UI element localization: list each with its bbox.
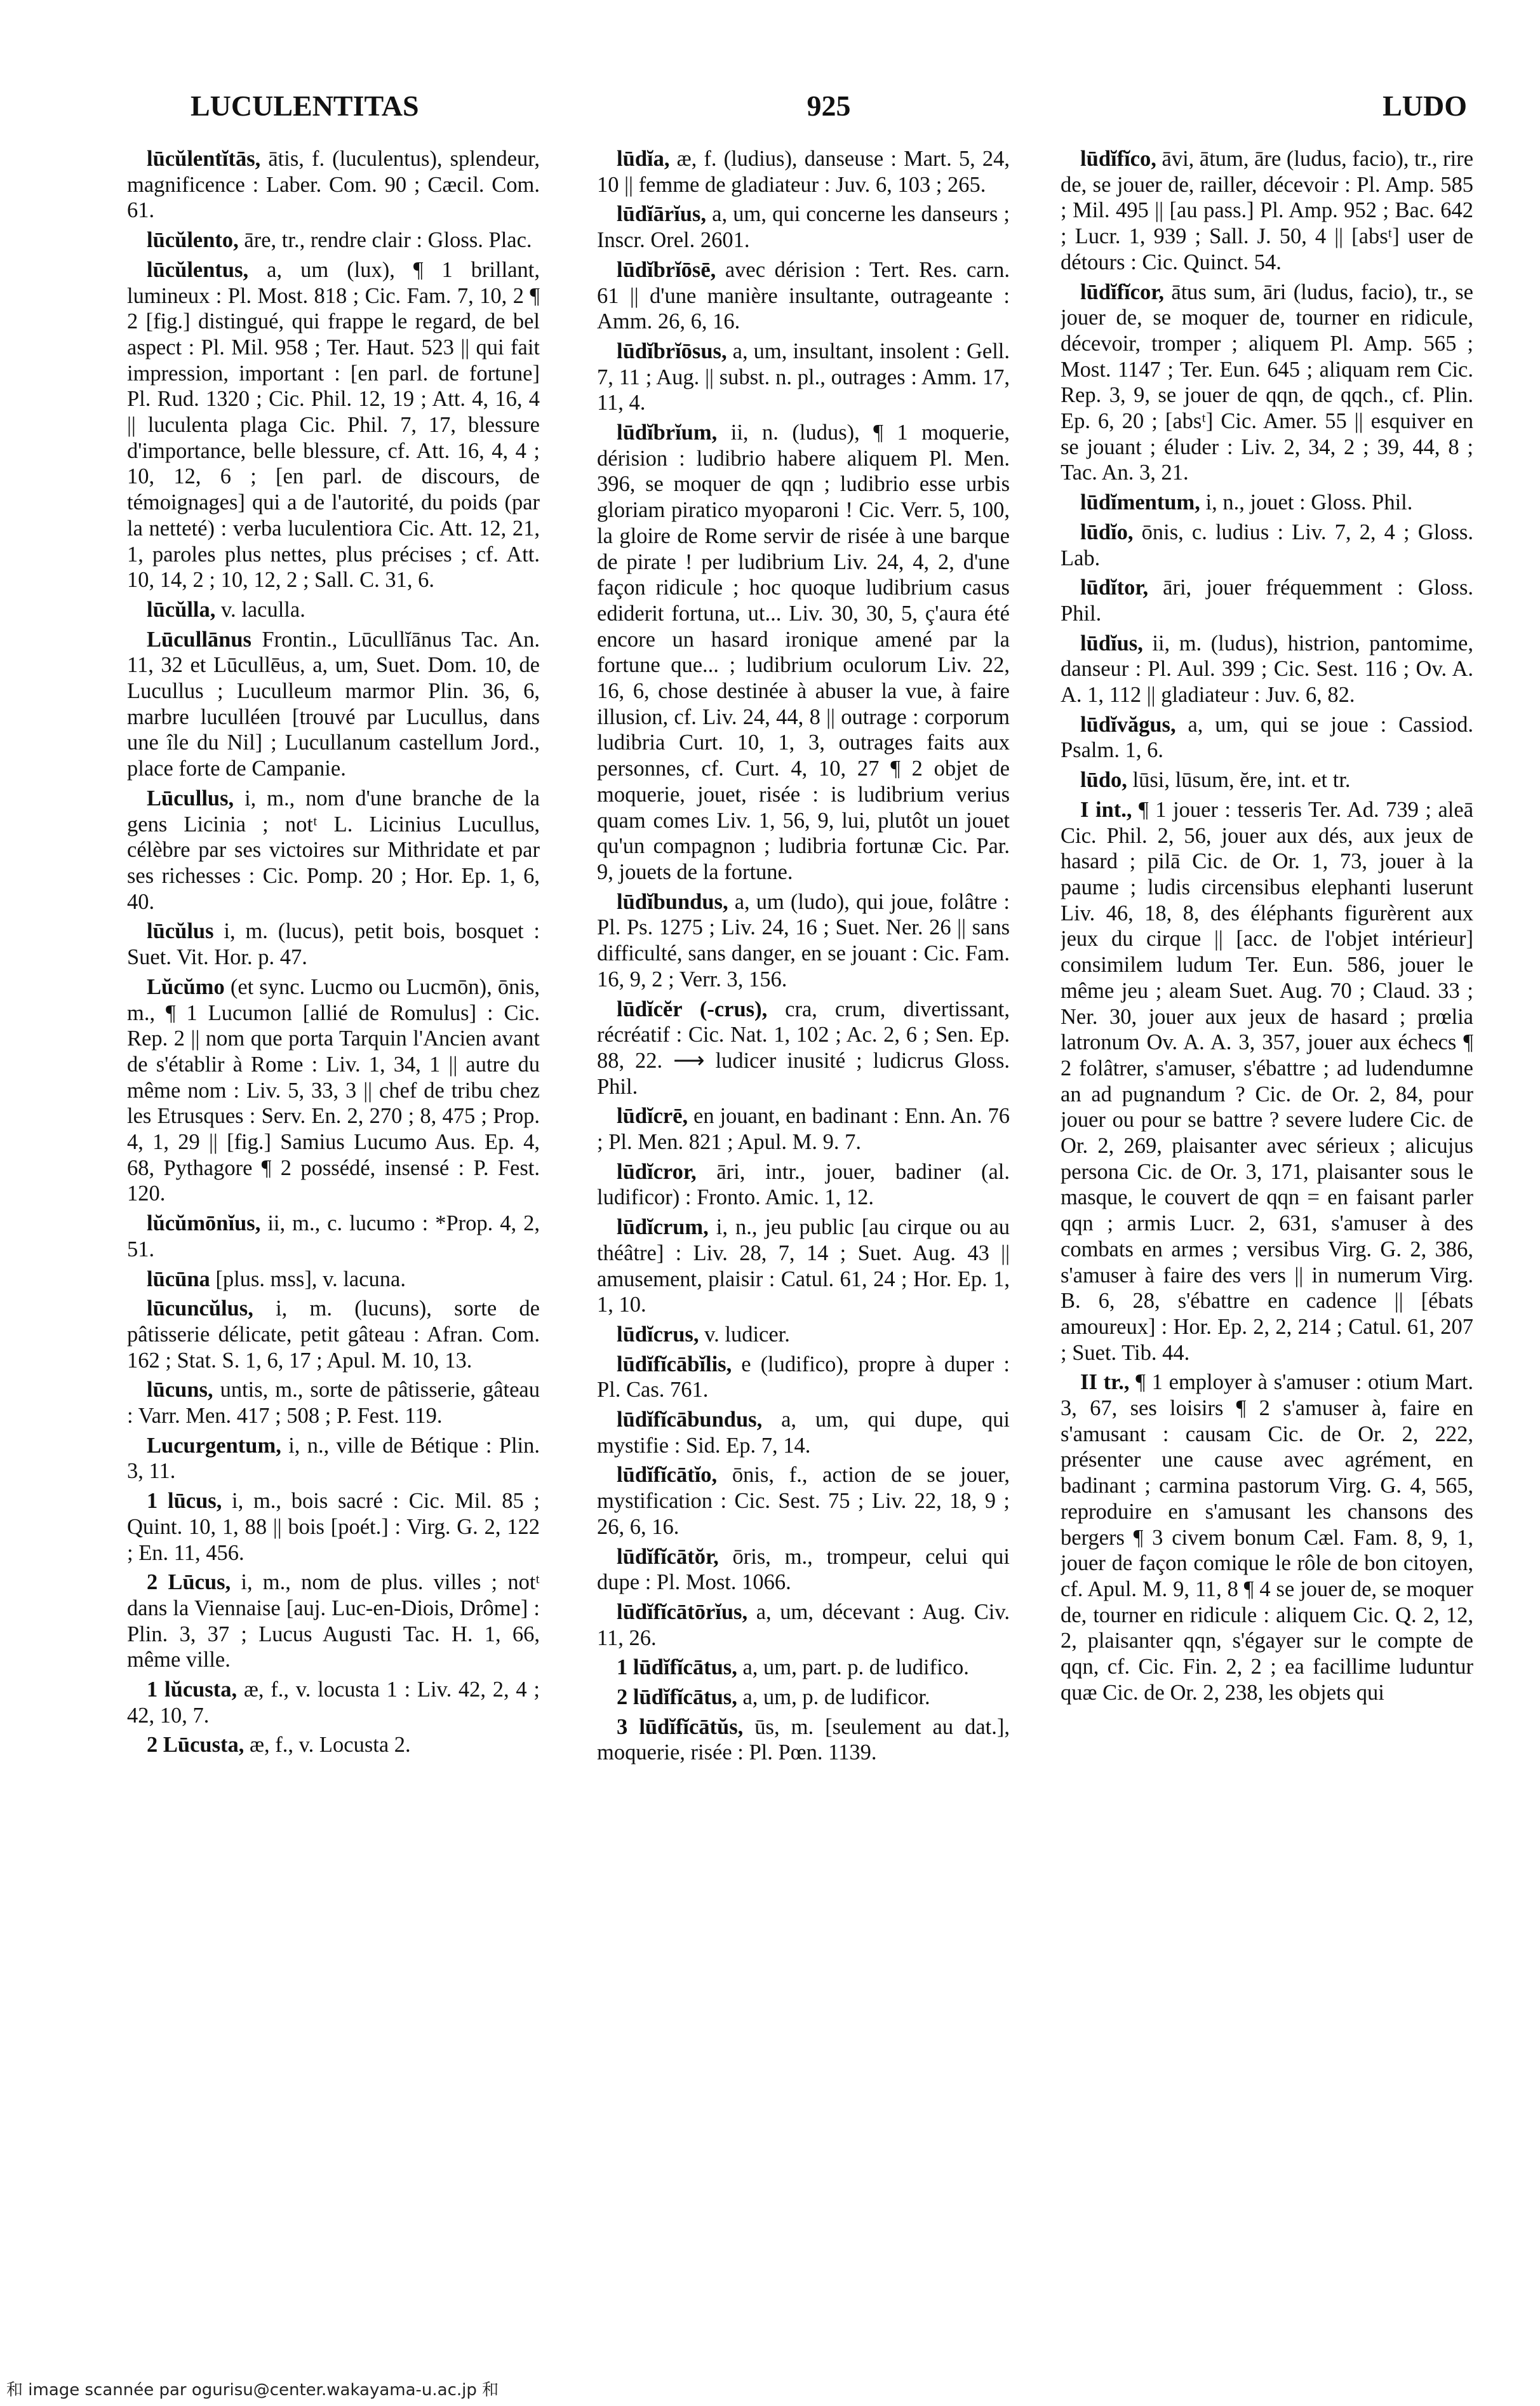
dictionary-entry (597, 201, 1010, 253)
dictionary-entry (597, 1352, 1010, 1403)
dictionary-entry (597, 1599, 1010, 1651)
dictionary-entry (127, 1267, 540, 1293)
entry-headword: lūdĭfĭcābundus, (617, 1408, 763, 1432)
entry-headword: 1 lŭcusta, (147, 1677, 238, 1702)
dictionary-entry (597, 257, 1010, 335)
dictionary-entry (597, 1544, 1010, 1596)
entry-headword: lūdĭbundus, (617, 889, 728, 914)
entry-definition: a, um, qui dupe, qui mystifie : Sid. Ep. 7, 14. (597, 1408, 1010, 1458)
dictionary-entry (127, 597, 540, 623)
dictionary-entry (597, 339, 1010, 416)
entry-definition: untis, m., sorte de pâtisserie, gâteau : Varr. Men. 417 ; 508 ; P. Fest. 119. (127, 1378, 540, 1428)
entry-definition: i, m., nom d'une branche de la gens Licinia ; notᵗ L. Licinius Lucullus, célèbre par ses victoires sur Mithridate et par ses richesses : Cic. Pomp. 20 ; Hor. Ep. 1, 6, 40. (127, 786, 540, 914)
entry-definition: a, um (ludo), qui joue, folâtre : Pl. Ps. 1275 ; Liv. 24, 16 ; Suet. Ner. 26 || sans difficulté, sans danger, en se jouant : Cic. Fam. 16, 9, 2 ; Verr. 3, 156. (597, 889, 1010, 991)
dictionary-entry (597, 1714, 1010, 1766)
dictionary-entry (127, 1296, 540, 1373)
dictionary-entry (127, 1732, 540, 1758)
entry-headword: I int., (1080, 797, 1132, 822)
dictionary-entry (127, 227, 540, 253)
entry-definition: lūsi, lūsum, ĕre, int. et tr. (1132, 768, 1351, 793)
running-head (191, 89, 1467, 133)
entry-headword: Lŭcŭmo (147, 974, 225, 999)
dictionary-entry (127, 1677, 540, 1728)
entry-headword: lūcuns, (147, 1378, 213, 1402)
dictionary-entry (127, 146, 540, 224)
entry-definition: a, um, qui concerne les danseurs ; Inscr. Orel. 2601. (597, 202, 1010, 253)
entry-definition: a, um (lux), ¶ 1 brillant, lumineux : Pl. Most. 818 ; Cic. Fam. 7, 10, 2 ¶ 2 [fig.] distingué, qui frappe le regard, de bel aspect : Pl. Mil. 958 ; Ter. Haut. 523 || qui fait impression, important : [en parl. de fortune] Pl. Rud. 1320 ; Cic. Phil. 12, 19 ; Att. 4, 16, 4 || luculenta plaga Cic. Phil. 7, 17, blessure d'importance, belle blessure, cf. Att. 16, 4, 4 ; 10, 12, 6 ; [en parl. de discours, de témoignages] qui a de l'autorité, du poids (par la netteté) : verba luculentiora Cic. Att. 12, 21, 1, paroles plus nettes, plus précises ; cf. Att. 10, 14, 2 ; 10, 12, 2 ; Sall. C. 31, 6. (127, 257, 540, 593)
entry-definition: ii, m. (ludus), histrion, pantomime, danseur : Pl. Aul. 399 ; Cic. Sest. 116 ; Ov. A. A. 1, 112 || gladiateur : Juv. 6, 82. (1061, 631, 1473, 708)
entry-definition: a, um, part. p. de ludifico. (742, 1655, 969, 1680)
entry-definition: i, n., jeu public [au cirque ou au théâtre] : Liv. 28, 7, 14 ; Suet. Aug. 43 || amusement, plaisir : Catul. 61, 24 ; Hor. Ep. 1, 1, 10. (597, 1215, 1010, 1317)
entry-definition: en jouant, en badinant : Enn. An. 76 ; Pl. Men. 821 ; Apul. M. 9. 7. (597, 1104, 1010, 1155)
entry-headword: Lucurgentum, (147, 1433, 281, 1458)
entry-headword: lūdĭfĭco, (1080, 147, 1156, 171)
dictionary-entry (127, 974, 540, 1207)
dictionary-entry (597, 1684, 1010, 1710)
entry-headword: lūdĭfĭcātĭo, (617, 1463, 718, 1488)
entry-definition: ¶ 1 jouer : tesseris Ter. Ad. 739 ; aleā Cic. Phil. 2, 56, jouer aux dés, aux jeux de hasard ; pilā Cic. de Or. 1, 73, jouer à la paume ; ludis circensibus elephanti luserunt Liv. 46, 18, 8, des éléphants figurèrent aux jeux du cirque || [acc. de l'objet intérieur] consimilem ludum Ter. Eun. 586, jouer le même jeu ; aleam Suet. Aug. 70 ; Claud. 33 ; Ner. 30, jouer aux jeux de hasard ; prœlia latronum Ov. A. A. 3, 357, jouer aux échecs ¶ 2 folâtrer, s'amuser, s'ébattre ; ad ludendumne an ad pugnandum ? Cic. de Or. 2, 84, pour jouer ou pour se battre ? severe ludere Cic. de Or. 2, 269, plaisanter avec sérieux ; alicujus persona Cic. de Or. 3, 171, plaisanter sous le masque, le couvert de qqn = en faisant parler qqn ; armis Lucr. 2, 631, s'amuser à des combats en armes ; versibus Virg. G. 2, 386, s'amuser à faire des vers || in numerum Virg. B. 6, 28, s'ébattre en cadence || [ébats amoureux] : Hor. Ep. 2, 2, 214 ; Catul. 61, 207 ; Suet. Tib. 44. (1061, 797, 1473, 1365)
entry-definition: ii, n. (ludus), ¶ 1 moquerie, dérision : ludibrio habere aliquem Pl. Men. 396, se moquer de qqn ; ludibrio esse urbis gloriam piratico myoparoni ! Cic. Verr. 5, 100, la gloire de Rome servir de risée à une barque de pirate ! per ludibrium Liv. 24, 4, 2, d'une façon ridicule ; hoc quoque ludibrium casus ediderit fortuna, ut... Liv. 30, 30, 5, ç'aura été encore un hasard ironique amené par la fortune que... ; ludibrium oculorum Liv. 22, 16, 6, chose destinée à abuser la vue, à faire illusion, cf. Liv. 24, 44, 8 || outrage : corporum ludibria Curt. 10, 1, 3, outrages faits aux personnes, cf. Curt. 4, 10, 27 ¶ 2 objet de moquerie, jouet, risée : is ludibrium verius quam comes Liv. 1, 56, 9, lui, plutôt un jouet qu'un compagnon ; ludibria fortunæ Cic. Par. 9, jouets de la fortune. (597, 420, 1010, 884)
entry-definition: āri, jouer fréquemment : Gloss. Phil. (1061, 575, 1473, 626)
dictionary-entry (597, 889, 1010, 993)
entry-headword: lūdĭbrĭōsus, (617, 339, 727, 363)
dictionary-entry (127, 786, 540, 915)
entry-headword: lūdĭbrĭōsē, (617, 257, 716, 282)
entry-headword: lūdĭcrus, (617, 1322, 699, 1347)
entry-headword: lūdo, (1080, 768, 1127, 793)
dictionary-entry (1061, 279, 1473, 487)
entry-definition: i, m. (lucuns), sorte de pâtisserie délicate, petit gâteau : Afran. Com. 162 ; Stat. S. 1, 6, 17 ; Apul. M. 10, 13. (127, 1296, 540, 1373)
entry-definition: i, n., ville de Bétique : Plin. 3, 11. (127, 1433, 540, 1484)
dictionary-entry (1061, 712, 1473, 763)
entry-definition: v. laculla. (221, 597, 305, 622)
dictionary-entry (597, 1214, 1010, 1318)
entry-definition: ii, m., c. lucumo : *Prop. 4, 2, 51. (127, 1211, 540, 1261)
dictionary-entry (1061, 490, 1473, 516)
entry-headword: lūdĭvăgus, (1080, 712, 1176, 737)
entry-headword: lūdĭfĭcābĭlis, (617, 1352, 732, 1376)
entry-definition: a, um, qui se joue : Cassiod. Psalm. 1, 6. (1061, 712, 1473, 763)
entry-definition: v. ludicer. (704, 1322, 790, 1347)
dictionary-entry (597, 1322, 1010, 1348)
entry-definition: ¶ 1 employer à s'amuser : otium Mart. 3, 67, ses loisirs ¶ 2 s'amuser à, faire en s'amusant : causam Cic. de Or. 2, 222, présenter une cause avec agrément, en badinant ; carmina pastorum Virg. G. 4, 565, reproduire en s'amusant les chansons des bergers ¶ 3 civem bonum Cæl. Fam. 8, 9, 1, jouer de façon comique le rôle de bon citoyen, cf. Apul. M. 9, 11, 8 ¶ 4 se jouer de, se moquer de, tourner en ridicule : aliquem Cic. Q. 2, 12, 2, plaisanter qqn, s'égayer sur le compte de qqn, cf. Cic. Fin. 2, 2 ; ea facillime luduntur quæ Cic. de Or. 2, 238, les objets qui (1061, 1370, 1473, 1705)
entry-definition: āvi, ātum, āre (ludus, facio), tr., rire de, se jouer de, railler, décevoir : Pl. Amp. 585 ; Mil. 495 || [au pass.] Pl. Amp. 952 ; Bac. 642 ; Lucr. 1, 939 ; Sall. J. 50, 4 || [absᵗ] user de détours : Cic. Quinct. 54. (1061, 147, 1473, 274)
entry-definition: æ, f. (ludius), danseuse : Mart. 5, 24, 10 || femme de gladiateur : Juv. 6, 103 ; 265. (597, 147, 1010, 197)
entry-definition: ūs, m. [seulement au dat.], moquerie, risée : Pl. Pœn. 1139. (597, 1714, 1010, 1765)
dictionary-entry (597, 997, 1010, 1100)
entry-headword: lūdĭcrē, (617, 1104, 688, 1129)
entry-definition: a, um, insultant, insolent : Gell. 7, 11 ; Aug. || subst. n. pl., outrages : Amm. 17, 11, 4. (597, 339, 1010, 415)
entry-headword: lūdĭfĭcātŏr, (617, 1544, 719, 1569)
entry-headword: lūcŭlla, (147, 597, 216, 622)
column-2 (597, 146, 1010, 2344)
header-left-guide-word: LUCULENTITAS (191, 90, 419, 122)
entry-headword: lŭcŭmōnĭus, (147, 1211, 261, 1236)
entry-headword: 3 lūdĭfĭcātŭs, (617, 1714, 744, 1739)
entry-definition: a, um, décevant : Aug. Civ. 11, 26. (597, 1599, 1010, 1650)
entry-headword: 2 Lūcus, (147, 1570, 231, 1595)
entry-headword: 2 lūdĭfĭcātus, (617, 1685, 737, 1710)
entry-definition: i, n., jouet : Gloss. Phil. (1205, 490, 1413, 515)
entry-definition: e (ludifico), propre à duper : Pl. Cas. 761. (597, 1352, 1010, 1402)
entry-headword: Lūcullānus (147, 627, 251, 652)
dictionary-entry (597, 420, 1010, 885)
dictionary-entry (597, 1462, 1010, 1540)
entry-headword: 1 lūdĭfĭcātus, (617, 1655, 737, 1680)
dictionary-entry (127, 918, 540, 970)
entry-headword: Lūcullus, (147, 786, 234, 810)
entry-headword: lūdĭfĭcātōrĭus, (617, 1599, 748, 1624)
entry-headword: lūdĭmentum, (1080, 490, 1200, 515)
entry-definition: [plus. mss], v. lacuna. (215, 1267, 406, 1291)
dictionary-entry (1061, 146, 1473, 276)
header-right-guide-word: LUDO (1383, 90, 1467, 122)
entry-definition: ōnis, c. ludius : Liv. 7, 2, 4 ; Gloss. Lab. (1061, 520, 1473, 570)
dictionary-entry (127, 1377, 540, 1428)
dictionary-entry (1061, 767, 1473, 793)
entry-headword: lūdĭa, (617, 147, 670, 171)
dictionary-entry (127, 257, 540, 593)
entry-headword: lūcŭlento, (147, 228, 239, 253)
entry-definition: i, m. (lucus), petit bois, bosquet : Suet. Vit. Hor. p. 47. (127, 919, 540, 970)
entry-headword: lūdĭtor, (1080, 575, 1149, 600)
entry-definition: cra, crum, divertissant, récréatif : Cic. Nat. 1, 102 ; Ac. 2, 6 ; Sen. Ep. 88, 22. ⟶ ludicer inusité ; ludicrus Gloss. Phil. (597, 997, 1010, 1099)
entry-headword: 1 lūcus, (147, 1489, 222, 1514)
entry-definition: æ, f., v. Locusta 2. (250, 1733, 411, 1757)
entry-definition: āri, intr., jouer, badiner (al. ludificor) : Fronto. Amic. 1, 12. (597, 1159, 1010, 1210)
entry-definition: a, um, p. de ludificor. (742, 1685, 930, 1710)
entry-headword: lūdĭārĭus, (617, 202, 706, 227)
entry-definition: ātis, f. (luculentus), splendeur, magnificence : Laber. Com. 90 ; Cæcil. Com. 61. (127, 147, 540, 223)
entry-definition: avec dérision : Tert. Res. carn. 61 || d'une manière insultante, outrageante : Amm. 26, 6, 16. (597, 257, 1010, 334)
dictionary-entry (597, 146, 1010, 198)
dictionary-entry (1061, 575, 1473, 626)
entry-headword: lūdĭcĕr (-crus), (617, 997, 768, 1021)
entry-headword: lūdĭcror, (617, 1159, 697, 1184)
entry-headword: lūcŭlentĭtās, (147, 147, 261, 171)
column-3 (1061, 146, 1473, 2344)
dictionary-entry (597, 1655, 1010, 1681)
entry-headword: 2 Lūcusta, (147, 1733, 244, 1757)
dictionary-entry (127, 627, 540, 782)
dictionary-entry (597, 1103, 1010, 1155)
dictionary-entry (127, 1488, 540, 1566)
entry-definition: Frontin., Lūcullĭānus Tac. An. 11, 32 et Lūcullēus, a, um, Suet. Dom. 10, de Lucullus ; Lucullеum marmor Plin. 36, 6, marbre luculléen [trouvé par Lucullus, dans une île du Nil] ; Lucullanum castellum Jord., place forte de Campanie. (127, 627, 540, 781)
dictionary-entry (127, 1211, 540, 1262)
entry-headword: lūdĭfĭcor, (1080, 279, 1164, 304)
entry-definition: i, m., nom de plus. villes ; notᵗ dans la Viennaise [auj. Luc-en-Diois, Drôme] : Plin. 3, 37 ; Lucus Augusti Tac. H. 1, 66, même ville. (127, 1570, 540, 1672)
entry-headword: lūdĭus, (1080, 631, 1143, 655)
entry-headword: lūdĭo, (1080, 520, 1134, 544)
entry-headword: lūcūna (147, 1267, 210, 1291)
entry-headword: II tr., (1080, 1370, 1130, 1395)
entry-definition: āre, tr., rendre clair : Gloss. Plac. (244, 228, 532, 253)
column-1 (127, 146, 540, 2344)
dictionary-entry (597, 1407, 1010, 1458)
dictionary-entry (127, 1569, 540, 1673)
entry-headword: lūcuncŭlus, (147, 1296, 253, 1321)
scan-credit-footer: 和 image scannée par ogurisu@center.wakayama-u.ac.jp 和 (6, 2381, 499, 2400)
dictionary-entry (597, 1159, 1010, 1211)
entry-definition: ōris, m., trompeur, celui qui dupe : Pl. Most. 1066. (597, 1544, 1010, 1595)
entry-headword: lūdĭcrum, (617, 1215, 709, 1240)
entry-definition: (et sync. Lucmo ou Lucmōn), ōnis, m., ¶ 1 Lucumon [allié de Romulus] : Cic. Rep. 2 || nom que porta Tarquin l'Ancien avant de s'établir à Rome : Liv. 1, 34, 1 || autre du même nom : Liv. 5, 33, 3 || chef de tribu chez les Etrusques : Serv. En. 2, 270 ; 8, 475 ; Prop. 4, 1, 29 || [fig.] Samius Lucumo Aus. Ep. 4, 68, Pythagore ¶ 2 possédé, insensé : P. Fest. 120. (127, 974, 540, 1206)
entry-definition: ātus sum, āri (ludus, facio), tr., se jouer de, se moquer de, tourner en ridicule, décevoir, tromper ; aliquem Pl. Amp. 565 ; Most. 1147 ; Ter. Eun. 645 ; aliquam rem Cic. Rep. 3, 9, se jouer de qqn, de qqch., cf. Plin. Ep. 6, 20 ; [absᵗ] Cic. Amer. 55 || esquiver en se jouant ; éluder : Liv. 2, 34, 2 ; 39, 44, 8 ; Tac. An. 3, 21. (1061, 279, 1473, 485)
entry-headword: lūcŭlentus, (147, 257, 249, 282)
page-number: 925 (807, 90, 851, 122)
entry-definition: æ, f., v. locusta 1 : Liv. 42, 2, 4 ; 42, 10, 7. (127, 1677, 540, 1728)
entry-definition: i, m., bois sacré : Cic. Mil. 85 ; Quint. 10, 1, 88 || bois [poét.] : Virg. G. 2, 122 ; En. 11, 456. (127, 1489, 540, 1565)
entry-headword: lūcŭlus (147, 919, 214, 944)
dictionary-entry (127, 1433, 540, 1484)
entry-headword: lūdĭbrĭum, (617, 420, 718, 445)
dictionary-entry (1061, 631, 1473, 708)
entry-definition: ōnis, f., action de se jouer, mystification : Cic. Sest. 75 ; Liv. 22, 18, 9 ; 26, 6, 16. (597, 1463, 1010, 1539)
dictionary-entry (1061, 520, 1473, 571)
dictionary-entry (1061, 797, 1473, 1366)
dictionary-entry (1061, 1369, 1473, 1705)
